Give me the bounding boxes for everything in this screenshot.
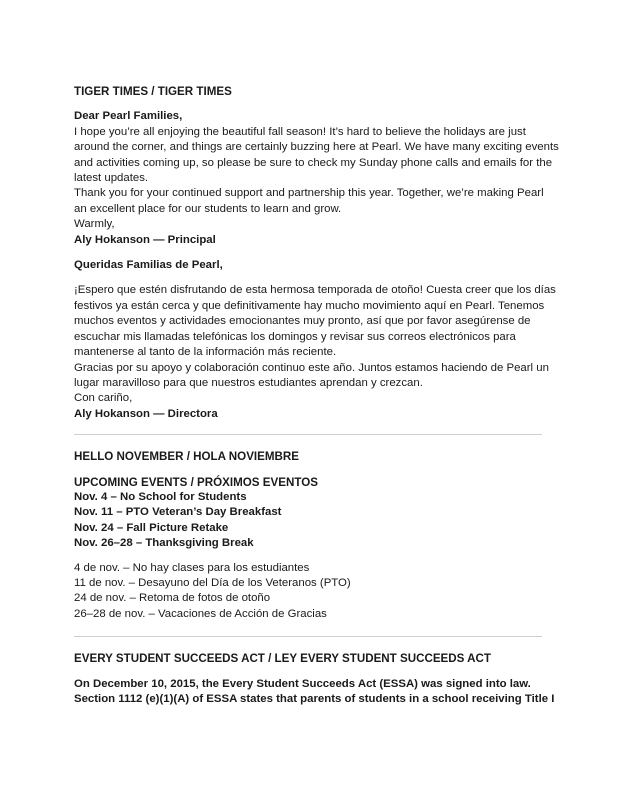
signature-english: Aly Hokanson — Principal — [74, 233, 216, 246]
greeting-english: Dear Pearl Families, — [74, 110, 183, 123]
paragraph-line: around the corner, and things are certainly buzzing here at Pearl. We have many exciting events — [74, 141, 559, 154]
event-item-spanish: 26–28 de nov. – Vacaciones de Acción de Gracias — [74, 607, 327, 620]
paragraph-line: escuchar mis llamadas telefónicas los domingos y revisar sus correos electrónicos para — [74, 330, 516, 343]
event-item-english: Nov. 26–28 – Thanksgiving Break — [74, 537, 254, 550]
event-item-spanish: 24 de nov. – Retoma de fotos de otoño — [74, 592, 271, 605]
paragraph-line: latest updates. — [74, 172, 149, 185]
events-heading: UPCOMING EVENTS / PRÓXIMOS EVENTOS — [74, 475, 318, 489]
section-heading-november: HELLO NOVEMBER / HOLA NOVIEMBRE — [74, 450, 300, 464]
signature-spanish: Aly Hokanson — Directora — [74, 407, 218, 420]
event-item-spanish: 4 de nov. – No hay clases para los estudiantes — [74, 561, 310, 574]
paragraph-line: On December 10, 2015, the Every Student Succeeds Act (ESSA) was signed into law. — [74, 677, 531, 690]
paragraph-line: and activities coming up, so please be sure to check my Sunday phone calls and emails for the — [74, 156, 553, 169]
paragraph-line: I hope you’re all enjoying the beautiful fall season! It’s hard to believe the holidays are just — [74, 125, 526, 138]
event-item-spanish: 11 de nov. – Desayuno del Día de los Veteranos (PTO) — [74, 576, 351, 589]
section-heading-tiger-times: TIGER TIMES / TIGER TIMES — [74, 85, 232, 98]
paragraph-line: lugar maravilloso para que nuestros estudiantes aprendan y crezcan. — [74, 376, 423, 389]
event-item-english: Nov. 11 – PTO Veteran’s Day Breakfast — [74, 506, 282, 519]
paragraph-line: ¡Espero que estén disfrutando de esta hermosa temporada de otoño! Cuesta creer que los días — [74, 284, 556, 297]
paragraph-line: mantenerse al tanto de la información más reciente. — [74, 346, 337, 359]
closing-spanish: Con cariño, — [74, 392, 133, 405]
paragraph-line: festivos ya están cerca y que definitivamente hay mucho movimiento aquí en Pearl. Tenemos — [74, 299, 545, 312]
paragraph-line: Thank you for your continued support and partnership this year. Together, we’re making Pearl — [74, 187, 544, 200]
paragraph-line: muchos eventos y actividades emocionantes muy pronto, así que por favor asegúrense de — [74, 315, 531, 328]
newsletter-content — [74, 84, 559, 707]
section-heading-essa: EVERY STUDENT SUCCEEDS ACT / LEY EVERY STUDENT SUCCEEDS ACT — [74, 652, 492, 666]
paragraph-line: Section 1112 (e)(1)(A) of ESSA states that parents of students in a school receiving Title I — [74, 693, 555, 705]
paragraph-line: an excellent place for our students to learn and grow. — [74, 202, 342, 215]
closing-english: Warmly, — [74, 218, 115, 231]
event-item-english: Nov. 4 – No School for Students — [74, 490, 247, 503]
greeting-spanish: Queridas Familias de Pearl, — [74, 259, 223, 272]
event-item-english: Nov. 24 – Fall Picture Retake — [74, 521, 229, 534]
paragraph-line: Gracias por su apoyo y colaboración continuo este año. Juntos estamos haciendo de Pearl un — [74, 361, 549, 374]
